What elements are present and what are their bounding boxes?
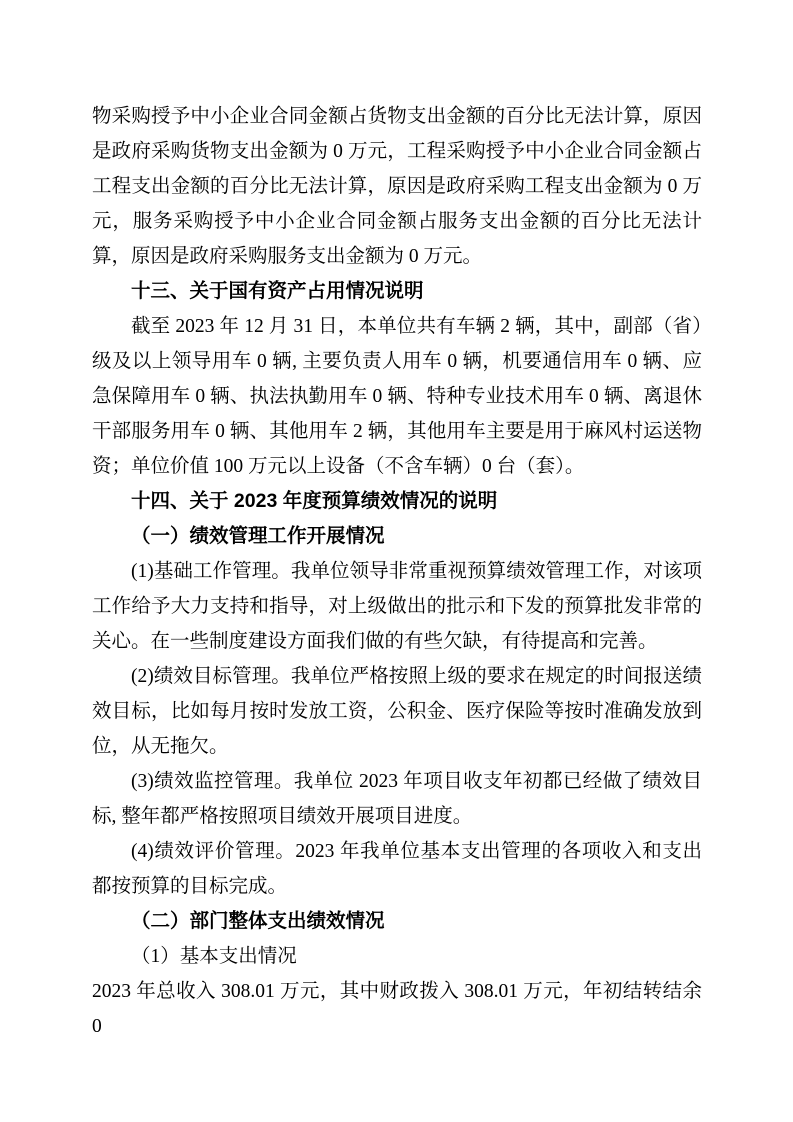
section-heading-13-state-assets: 十三、关于国有资产占用情况说明 bbox=[131, 280, 424, 302]
paragraph-item-1-basic-work: (1)基础工作管理。我单位领导非常重视预算绩效管理工作，对该项工作给予大力支持和指导，对上级做出的批示和下发的预算批发非常的关心。在一些制度建设方面我们做的有些欠缺，有待提高和完善。 bbox=[92, 561, 702, 652]
paragraph-vehicles: 截至 2023 年 12 月 31 日，本单位共有车辆 2 辆，其中，副部（省）级及以上领导用车 0 辆, 主要负责人用车 0 辆，机要通信用车 0 辆、应急保障用车 0 辆、执法执勤用车 0 辆、特种专业技术用车 0 辆、离退休干部服务用车 0 辆、其他用车 2 辆，其他用车主要是用于麻风村运送物资；单位价值 100 万元以上设备（不含车辆）0 台（套）。 bbox=[92, 316, 702, 477]
paragraph-item-3-performance-monitoring: (3)绩效监控管理。我单位 2023 年项目收支年初都已经做了绩效目标, 整年都严格按照项目绩效开展项目进度。 bbox=[92, 771, 702, 827]
paragraph-procurement-continued: 物采购授予中小企业合同金额占货物支出金额的百分比无法计算，原因是政府采购货物支出金额为 0 万元，工程采购授予中小企业合同金额占工程支出金额的百分比无法计算，原因是政府采购工程支出金额为 0 万元，服务采购授予中小企业合同金额占服务支出金额的百分比无法计算，原因是政府采购服务支出金额为 0 万元。 bbox=[92, 106, 702, 267]
subsection-heading-1-performance-management: （一）绩效管理工作开展情况 bbox=[131, 525, 385, 547]
subsection-heading-2-overall-expenditure: （二）部门整体支出绩效情况 bbox=[131, 910, 385, 932]
paragraph-item-4-performance-evaluation: (4)绩效评价管理。2023 年我单位基本支出管理的各项收入和支出都按预算的目标完成。 bbox=[92, 841, 702, 897]
paragraph-basic-expenditure-title: （1）基本支出情况 bbox=[131, 946, 297, 967]
paragraph-item-2-performance-targets: (2)绩效目标管理。我单位严格按照上级的要求在规定的时间报送绩效目标，比如每月按时发放工资，公积金、医疗保险等按时准确发放到位，从无拖欠。 bbox=[92, 666, 702, 757]
paragraph-total-income: 2023 年总收入 308.01 万元，其中财政拨入 308.01 万元，年初结转结余 0 bbox=[92, 981, 702, 1037]
section-heading-14-budget-performance: 十四、关于 2023 年度预算绩效情况的说明 bbox=[131, 490, 498, 512]
